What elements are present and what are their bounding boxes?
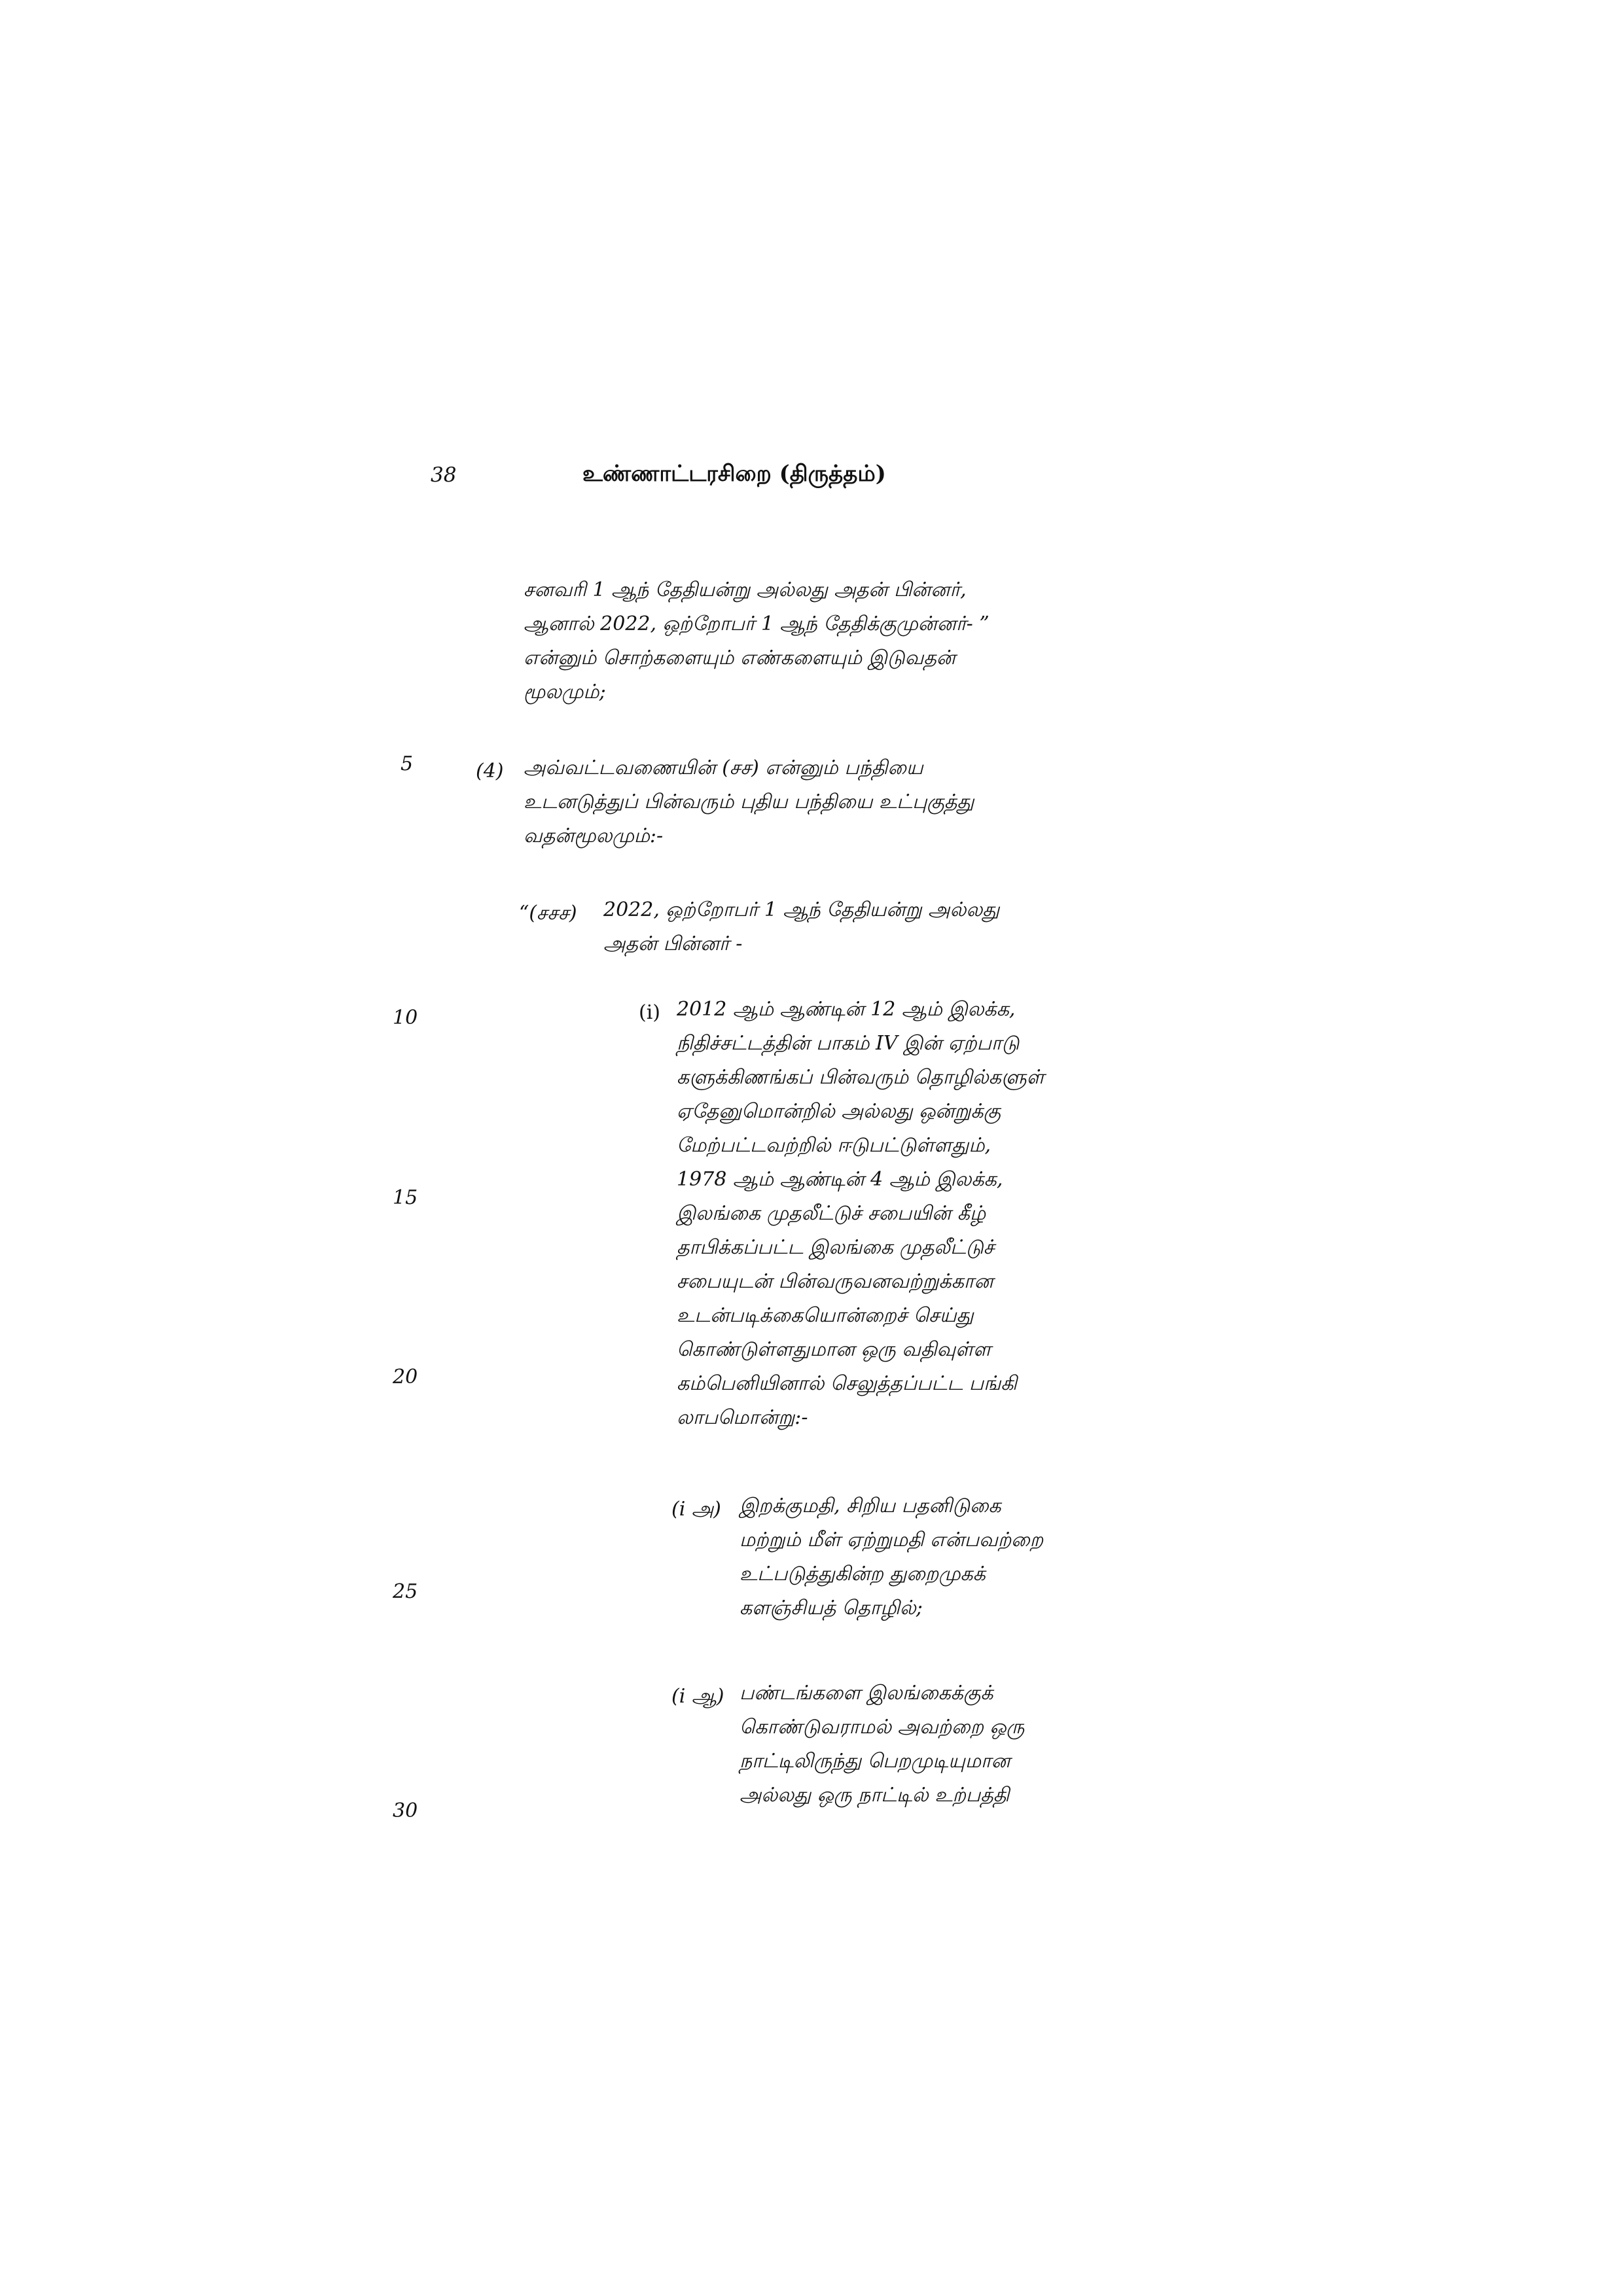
line-number: 25 [393,1580,418,1603]
page-number: 38 [431,463,457,487]
sub-ia-label: (i அ) [671,1498,721,1521]
text-line: ஏதேனுமொன்றில் அல்லது ஒன்றுக்கு [677,1100,1001,1123]
text-line: இலங்கை முதலீட்டுச் சபையின் கீழ் [677,1202,986,1225]
sub-iaa-label: (i ஆ) [671,1685,724,1708]
text-line: நிதிச்சட்டத்தின் பாகம் IV இன் ஏற்பாடு [677,1032,1020,1055]
text-line: 1978 ஆம் ஆண்டின் 4 ஆம் இலக்க, [677,1168,1003,1191]
text-line: பண்டங்களை இலங்கைக்குக் [740,1682,993,1704]
line-number: 20 [393,1366,418,1388]
text-line: லாபமொன்று:- [677,1406,808,1429]
text-line: மூலமும்; [524,680,606,703]
sub-ia-text [740,1489,1043,1625]
clause-4-label: (4) [476,760,504,783]
page-title: உண்ணாட்டரசிறை (திருத்தம்) [582,461,886,487]
line-number: 10 [393,1006,418,1029]
text-line: என்னும் சொற்களையும் எண்களையும் இடுவதன் [524,646,956,669]
text-line: உட்படுத்துகின்ற துறைமுகக் [740,1563,986,1585]
intro-paragraph [524,573,990,709]
sub-i-text [677,993,1044,1435]
text-line: நாட்டிலிருந்து பெறமுடியுமான [740,1750,1010,1773]
text-line: 2022, ஒற்றோபர் 1 ஆந் தேதியன்று அல்லது [603,898,1000,921]
text-line: சபையுடன் பின்வருவனவற்றுக்கான [677,1270,993,1293]
text-line: மேற்பட்டவற்றில் ஈடுபட்டுள்ளதும், [677,1134,991,1157]
text-line: கொண்டுவராமல் அவற்றை ஒரு [740,1716,1025,1739]
text-line: அல்லது ஒரு நாட்டில் உற்பத்தி [740,1784,1010,1807]
text-line: அதன் பின்னர் - [603,932,743,955]
text-line: ஆனால் 2022, ஒற்றோபர் 1 ஆந் தேதிக்குமுன்னர்- ” [524,612,990,635]
text-line: உடனடுத்துப் பின்வரும் புதிய பந்தியை உட்புகுத்து [524,790,974,813]
new-item-text [603,893,999,961]
text-line: கொண்டுள்ளதுமான ஒரு வதிவுள்ள [677,1338,991,1361]
text-line: தாபிக்கப்பட்ட இலங்கை முதலீட்டுச் [677,1236,995,1259]
line-number: 30 [393,1799,418,1822]
text-line: சனவரி 1 ஆந் தேதியன்று அல்லது அதன் பின்னர், [524,578,967,601]
text-line: களஞ்சியத் தொழில்; [740,1597,923,1619]
text-line: 2012 ஆம் ஆண்டின் 12 ஆம் இலக்க, [677,998,1016,1021]
text-line: கம்பெனியினால் செலுத்தப்பட்ட பங்கி [677,1372,1017,1395]
text-line: உடன்படிக்கையொன்றைச் செய்து [677,1304,974,1327]
new-item-label: “(சசச) [519,902,577,925]
text-line: அவ்வட்டவணையின் (சச) என்னும் பந்தியை [524,756,923,779]
text-line: மற்றும் மீள் ஏற்றுமதி என்பவற்றை [740,1528,1044,1551]
sub-i-label: (i) [639,1001,661,1024]
sub-iaa-text [740,1676,1024,1812]
line-number: 15 [393,1186,418,1209]
text-line: வதன்மூலமும்:- [524,824,664,847]
text-line: இறக்குமதி, சிறிய பதனிடுகை [740,1494,1001,1517]
clause-4-text [524,751,974,853]
line-number: 5 [401,752,414,775]
text-line: களுக்கிணங்கப் பின்வரும் தொழில்களுள் [677,1066,1044,1089]
